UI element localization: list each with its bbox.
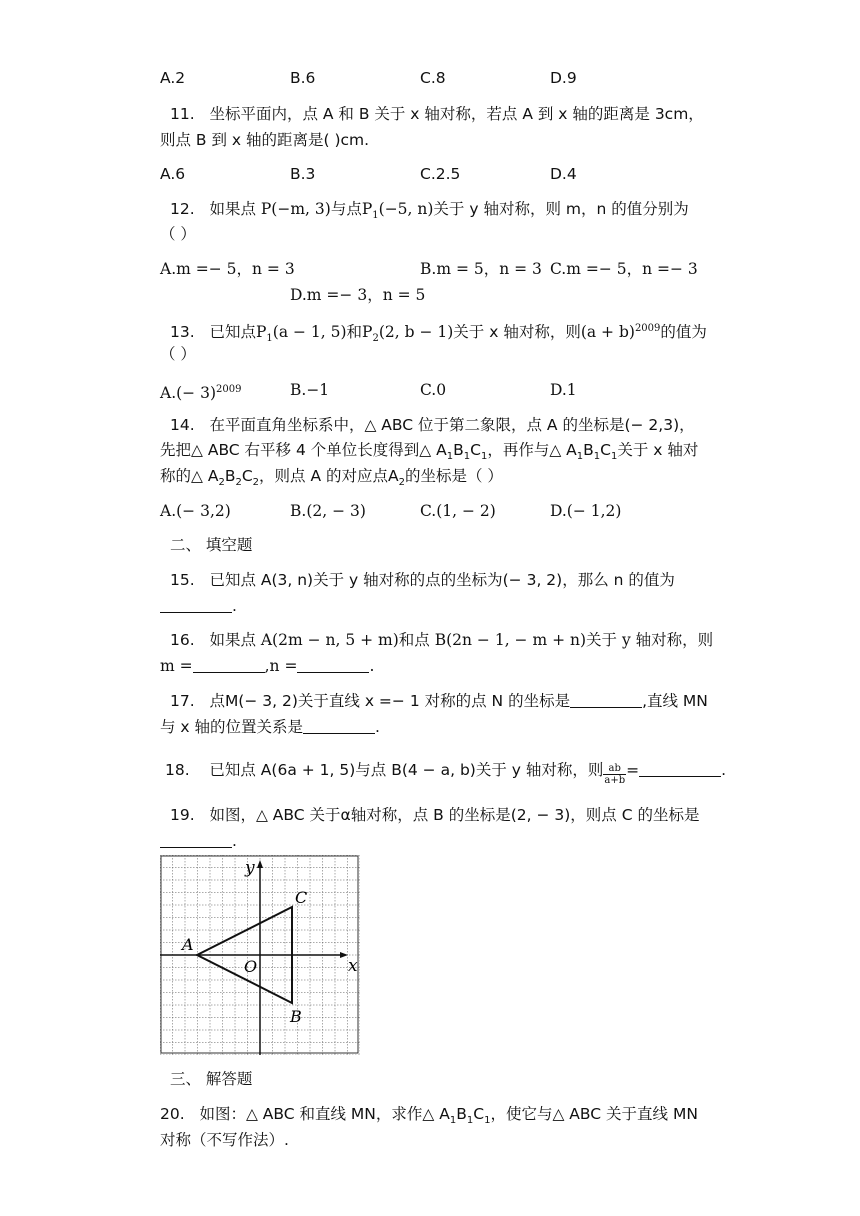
- q14-number: 14.: [170, 416, 195, 434]
- q13-text-mid: 关于 x 轴对称，则: [453, 323, 581, 342]
- q10-option-c: C.8: [420, 69, 446, 87]
- q13-line1: [170, 319, 707, 349]
- section-solve-heading: 三、 解答题: [170, 1070, 253, 1088]
- q19-answer-blank[interactable]: [160, 832, 232, 848]
- triangle-coordinate-figure: [160, 855, 360, 1055]
- q12-point-p: P(−m, 3): [260, 200, 331, 218]
- y-axis-label: y: [245, 858, 255, 878]
- q18-answer-blank[interactable]: [639, 761, 721, 777]
- q19-line1: 19. 如图，△ ABC 关于α轴对称，点 B 的坐标是(2, − 3)，则点 C 的坐标是: [170, 806, 700, 824]
- q16-m-blank[interactable]: [193, 657, 265, 673]
- q14-line3: 称的△ $A_2B_2C_2$，则点 A 的对应点$A_2$的坐标是（ ）: [160, 467, 503, 489]
- q13-option-b: B.−1: [290, 381, 330, 399]
- q17-line2: 与 x 轴的位置关系是 .: [160, 718, 380, 736]
- q13-option-d: D.1: [550, 381, 577, 399]
- q13-point-p1: $P_1(a - 1$, 5): [255, 323, 347, 345]
- q14-option-a: A.(− 3,2): [160, 502, 231, 520]
- q15-number: 15.: [170, 571, 195, 589]
- q18-fraction: $\frac{ab}{a+b}$: [604, 763, 626, 786]
- q14-option-d: D.(− 1,2): [550, 502, 622, 520]
- q11-number: 11.: [170, 105, 195, 123]
- vertex-a-label: A: [182, 935, 194, 954]
- q16-text: 如果点 A(2m − n, 5 + m)和点 B(2n − 1, − m + n)关于 y 轴对称，则: [209, 631, 714, 649]
- q17-relation-blank[interactable]: [303, 718, 375, 734]
- q20-line2: 对称（不写作法）.: [160, 1131, 289, 1149]
- q20-line1: 20. 如图：△ ABC 和直线 MN，求作△ $A_1B_1C_1$，使它与△ ABC 关于直线 MN: [160, 1105, 698, 1127]
- q13-point-p2: $P_2(2$, b − 1): [362, 323, 454, 345]
- origin-label: O: [244, 957, 258, 976]
- q18-line1: 18. 已知点 A(6a + 1, 5)与点 B(4 − a, b)关于 y 轴对称，则 $\frac{ab}{a+b}$ = .: [165, 761, 727, 786]
- q14-option-c: C.(1, − 2): [420, 502, 496, 520]
- q13-option-c: C.0: [420, 381, 447, 399]
- q11-option-a: A.6: [160, 165, 186, 183]
- vertex-c-label: C: [295, 888, 308, 907]
- q12-option-c: C.m =− 5，n =− 3: [550, 260, 698, 278]
- q12-line1: [170, 199, 689, 226]
- q12-text-mid: 与点: [330, 200, 362, 218]
- q12-point-p1: $P_1(-5$, n): [361, 200, 434, 222]
- q12-text-post: 关于 y 轴对称，则 m，n 的值分别为: [433, 200, 689, 218]
- q13-text-post: 的值为: [660, 323, 707, 342]
- q12-text-pre: 如果点: [209, 200, 261, 218]
- q11-option-c: C.2.5: [420, 165, 461, 183]
- q11-line1: [170, 104, 704, 124]
- y-axis-arrow: [257, 860, 263, 868]
- q11-option-d: D.4: [550, 165, 577, 183]
- section-fill-in-heading: 二、 填空题: [170, 536, 253, 554]
- q13-expression: $(a + b)^{2009}$: [580, 323, 661, 342]
- q11-line2: 则点 B 到 x 轴的距离是( )cm.: [160, 131, 370, 149]
- q12-option-d: D.m =− 3，n = 5: [290, 286, 426, 304]
- q11-text: 坐标平面内，点 A 和 B 关于 x 轴对称，若点 A 到 x 轴的距离是 3cm，: [209, 105, 704, 123]
- q16-n-blank[interactable]: [297, 657, 369, 673]
- q13-number: 13.: [170, 323, 195, 342]
- x-axis-arrow: [340, 952, 348, 958]
- q17-line1: 17. 点M(− 3, 2)关于直线 x =− 1 对称的点 N 的坐标是 ,直线 MN: [170, 692, 708, 710]
- q14-option-b: B.(2, − 3): [290, 502, 366, 520]
- q15-line1: [170, 570, 675, 590]
- q17-number: 17.: [170, 692, 195, 710]
- q20-number: 20.: [160, 1105, 185, 1123]
- q12-number: 12.: [170, 200, 195, 218]
- x-axis-label: x: [348, 956, 358, 976]
- q15-text: 已知点 A(3, n)关于 y 轴对称的点的坐标为(− 3, 2)，那么 n 的值为: [209, 571, 675, 589]
- q19-line2: .: [160, 831, 237, 851]
- q13-option-a: $A.(- 3)^{2009}$: [160, 384, 242, 403]
- q12-option-b: B.m = 5，n = 3: [420, 260, 542, 278]
- q12-option-a: A.m =− 5，n = 3: [160, 260, 295, 278]
- q16-number: 16.: [170, 631, 195, 649]
- q18-number: 18.: [165, 761, 190, 779]
- q14-line2: 先把△ ABC 右平移 4 个单位长度得到△ $A_1B_1C_1$，再作与△ $A_1B_1C_1$关于 x 轴对: [160, 441, 699, 463]
- q19-number: 19.: [170, 806, 195, 824]
- q13-line2: （ ）: [160, 345, 196, 363]
- q14-text-1: 在平面直角坐标系中，△ ABC 位于第二象限，点 A 的坐标是(− 2,3)，: [209, 416, 695, 434]
- q15-line2: .: [160, 596, 237, 616]
- q15-answer-blank[interactable]: [160, 597, 232, 613]
- q12-line2: （ ）: [160, 225, 196, 243]
- q10-option-d: D.9: [550, 69, 577, 87]
- vertex-b-label: B: [290, 1007, 302, 1026]
- q10-option-a: A.2: [160, 69, 186, 87]
- q17-coordinate-blank[interactable]: [570, 692, 642, 708]
- q11-option-b: B.3: [290, 165, 316, 183]
- q14-line1: [170, 415, 695, 435]
- q13-text-pre: 已知点: [209, 323, 256, 342]
- q16-line1: [170, 630, 713, 650]
- q10-option-b: B.6: [290, 69, 316, 87]
- q16-line2: m = ,n = .: [160, 657, 375, 675]
- q13-text-and: 和: [346, 323, 363, 342]
